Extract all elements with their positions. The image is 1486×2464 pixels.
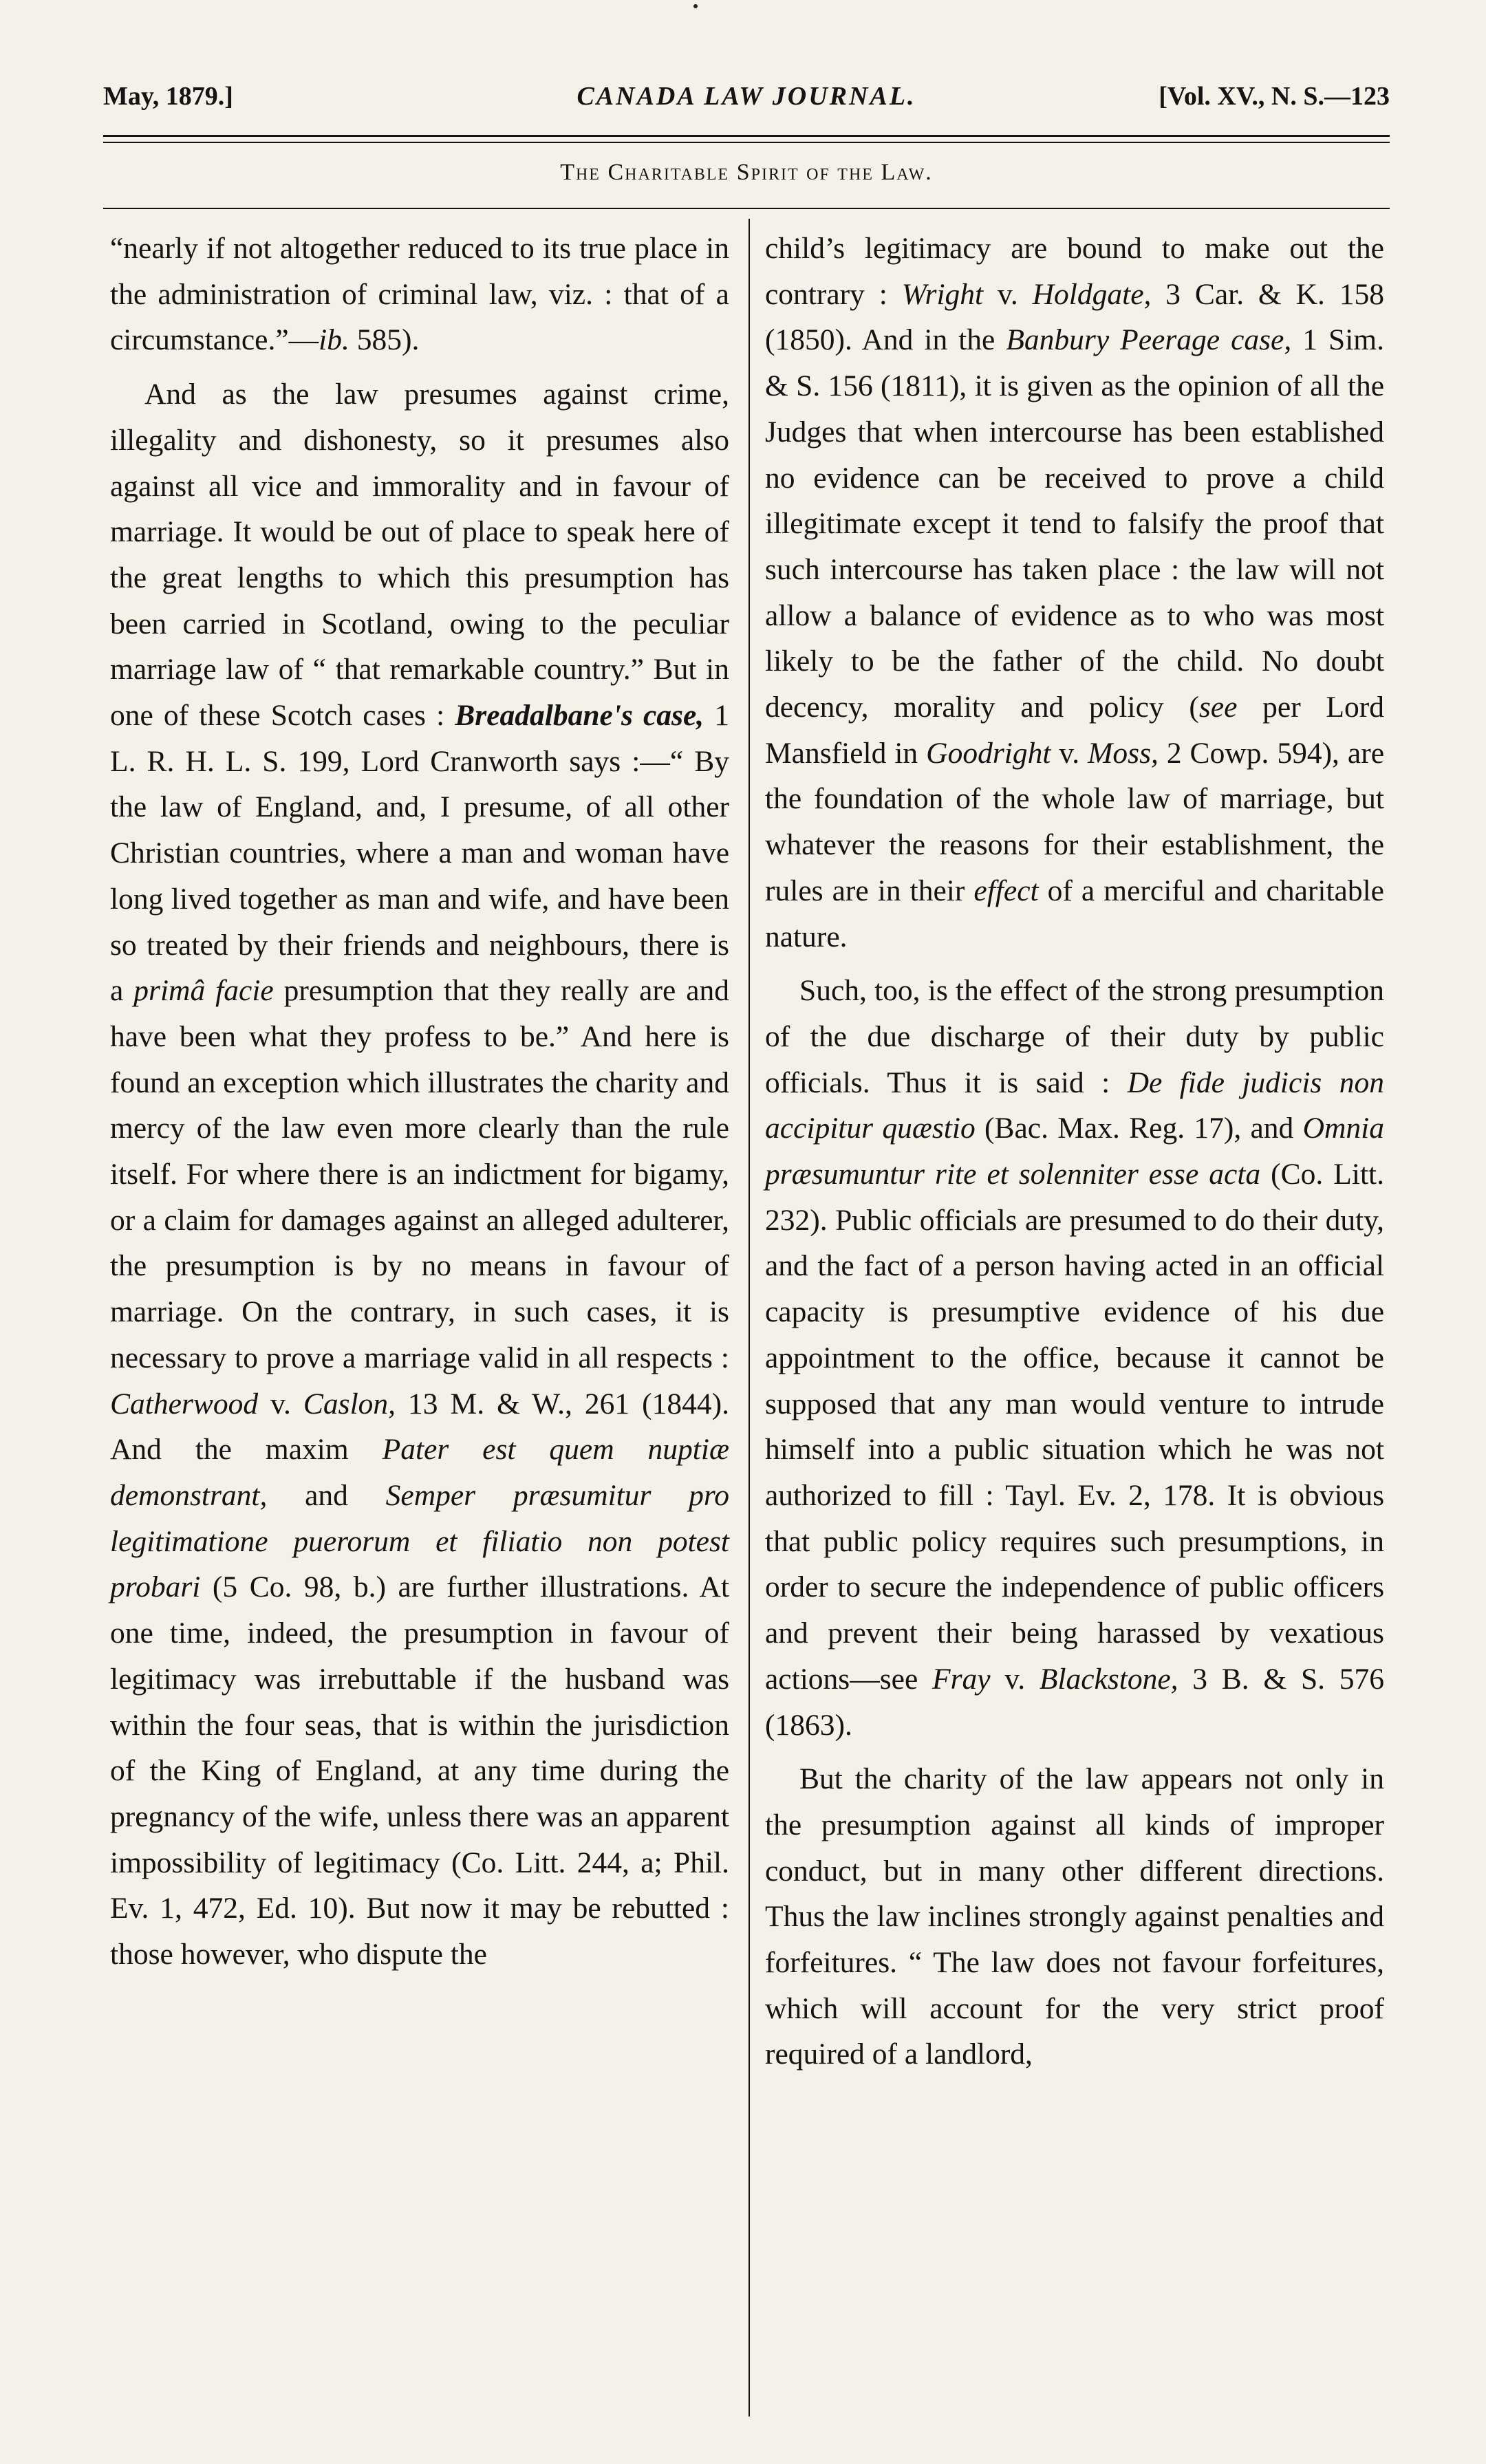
journal-title: CANADA LAW JOURNAL.: [577, 82, 916, 111]
paragraph: [110, 226, 729, 363]
column-divider: [749, 219, 750, 2417]
text-run: Such, too, is the effect of the strong presumption of the due discharge of their duty by public officials. Thus it is said :: [765, 974, 1384, 1099]
text-run: v.: [1051, 736, 1088, 770]
text-run: Caslon,: [303, 1387, 396, 1420]
text-run: ib.: [319, 323, 349, 357]
text-run: v.: [258, 1387, 303, 1420]
text-run: Goodright: [926, 736, 1051, 770]
paragraph: [765, 1756, 1384, 2077]
page-header: [103, 81, 1390, 122]
text-run: 13 M. & W., 261 (1844). And the maxim: [110, 1387, 729, 1467]
text-run: child’s legitimacy are bound to make out the contrary :: [765, 232, 1384, 311]
text-run: of a merciful and charitable nature.: [765, 874, 1384, 953]
text-run: Omnia præsumuntur rite et solenniter esse acta: [765, 1112, 1385, 1191]
text-run: (Co. Litt. 232). Public officials are presumed to do their duty, and the fact of a person having acted in an official capacity is presumptive evidence of his due appointment to the office, because it cannot be supposed that any man would venture to intrude himself into a public situation which he was not authorized to fill : Tayl. Ev. 2, 178. It is obvious that public policy requires such presumptions, in order to secure the independence of public officers and prevent their being harassed by vexatious actions—see: [765, 1158, 1384, 1696]
text-run: primâ facie: [133, 974, 274, 1008]
text-run: presumption that they really are and have been what they profess to be.” And here is found an exception which illustrates the charity and mercy of the law even more clearly than the rule itself. For where there is an indictment for bigamy, or a claim for damages against an alleged adulterer, the presumption is by no means in favour of marriage. On the contrary, in such cases, it is necessary to prove a marriage valid in all respects :: [110, 974, 730, 1374]
text-run: see: [1198, 691, 1238, 724]
text-run: (Bac. Max. Reg. 17), and: [975, 1112, 1303, 1145]
text-run: v.: [983, 277, 1033, 311]
text-run: “nearly if not altogether reduced to its true place in the administration of criminal law, viz. : that of a circumstance.”—: [110, 232, 729, 357]
text-run: 3 Car. & K. 158 (1850). And in the: [765, 277, 1384, 357]
text-run: But the charity of the law appears not only in the presumption against all kinds of improper conduct, but in many other different directions. Thus the law inclines strongly against penalties and forfeitures. “ The law does not favour forfeitures, which will account for the very strict proof required of a landlord,: [765, 1762, 1384, 2071]
text-run: 2 Cowp. 594), are the foundation of the whole law of marriage, but whatever the reasons for their establishment, the rules are in their: [765, 736, 1384, 907]
volume-page: [Vol. XV., N. S.—123: [1159, 82, 1390, 111]
right-column: [765, 226, 1384, 2077]
text-run: per Lord Mansfield in: [765, 691, 1384, 770]
text-run: Blackstone,: [1039, 1662, 1178, 1696]
issue-date: May, 1879.]: [103, 82, 233, 111]
text-run: Wright: [901, 277, 984, 311]
running-title-rule: [103, 208, 1390, 209]
text-run: (5 Co. 98, b.) are further illustrations. At one time, indeed, the presumption in favour of legitimacy was irrebuttable if the husband was within the four seas, that is within the jurisdiction of the King of England, at any time during the pregnancy of the wife, unless there was an apparent impossibility of legitimacy (Co. Litt. 244, a; Phil. Ev. 1, 472, Ed. 10). But now it may be rebutted : those however, who dispute the: [110, 1570, 729, 1971]
text-run: Semper præsumitur pro legitimatione puerorum et filiatio non potest probari: [110, 1478, 729, 1604]
text-run: 1 L. R. H. L. S. 199, Lord Cranworth says :—“ By the law of England, and, I presume, of all other Christian countries, where a man and woman have long lived together as man and wife, and have been so treated by their friends and neighbours, there is a: [110, 699, 730, 1008]
text-run: De fide judicis non accipitur quæstio: [765, 1066, 1384, 1145]
text-run: 3 B. & S. 576 (1863).: [765, 1662, 1384, 1742]
text-run: 585).: [349, 323, 420, 357]
running-title: The Charitable Spirit of the Law.: [560, 160, 933, 185]
text-run: effect: [973, 874, 1039, 907]
text-run: Banbury Peerage case,: [1006, 323, 1292, 357]
text-run: and: [267, 1478, 386, 1512]
text-run: Fray: [932, 1662, 991, 1696]
text-run: Holdgate,: [1032, 277, 1152, 311]
header-rule-thin: [103, 142, 1390, 143]
text-run: Catherwood: [110, 1387, 259, 1420]
text-run: v.: [990, 1662, 1040, 1696]
print-speck: [693, 4, 698, 8]
text-run: And as the law presumes against crime, illegality and dishonesty, so it presumes also against all vice and immorality and in favour of marriage. It would be out of place to speak here of the great lengths to which this presumption has been carried in Scotland, owing to the peculiar marriage law of “ that remarkable country.” But in one of these Scotch cases :: [110, 378, 729, 733]
paragraph: [765, 226, 1384, 960]
header-rule-thick: [103, 135, 1390, 137]
text-run: Moss,: [1088, 736, 1159, 770]
text-run: 1 Sim. & S. 156 (1811), it is given as the opinion of all the Judges that when intercourse has been established no evidence can be received to prove a child illegitimate except it tend to falsify the proof that such intercourse has taken place : the law will not allow a balance of evidence as to who was most likely to be the father of the child. No doubt decency, morality and policy (: [765, 323, 1384, 724]
left-column: [110, 226, 729, 1978]
text-run: Pater est quem nuptiæ demonstrant,: [110, 1433, 729, 1512]
paragraph: [110, 371, 729, 1978]
paragraph: [765, 968, 1384, 1748]
text-run: Breadalbane's case,: [455, 699, 704, 733]
